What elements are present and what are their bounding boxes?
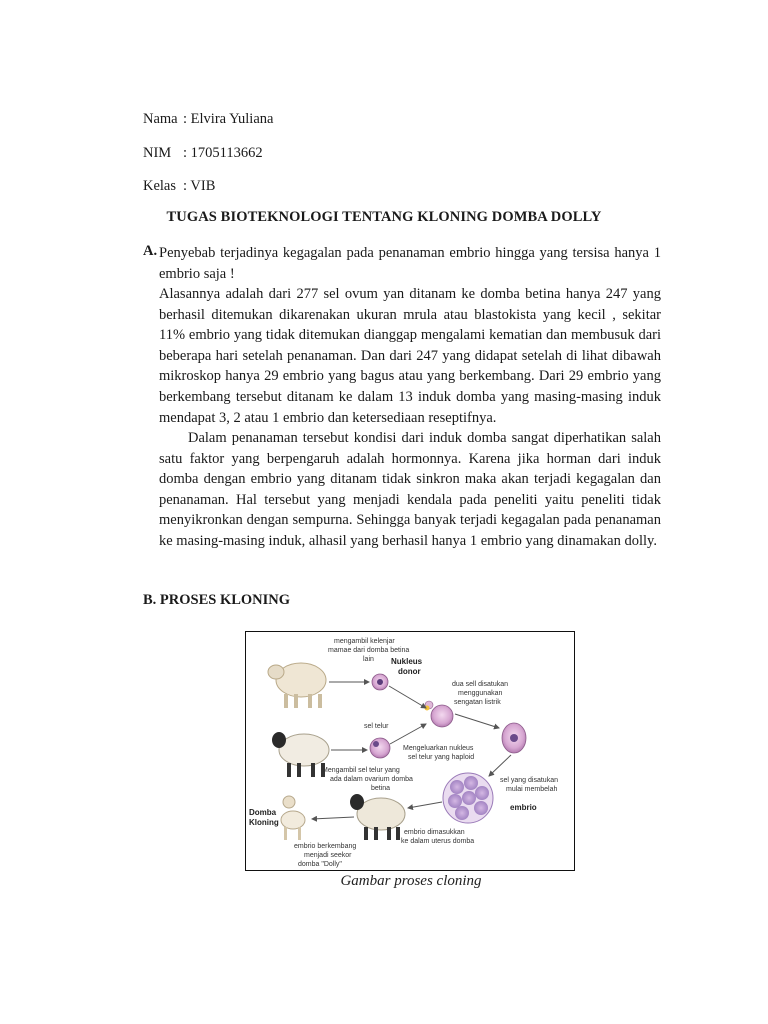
dolly-lamb-icon [281,796,305,840]
label-fuse-3: sengatan listrik [454,699,501,706]
label-divide-1: sel yang disatukan [500,777,558,784]
label-dolly-3: domba "Dolly" [298,861,342,868]
label-take-2: ada dalam ovarium domba [330,776,413,783]
nim-value: : 1705113662 [183,145,263,161]
label-implant-2: ke dalam uterus domba [401,838,475,845]
label-implant-1: embrio dimasukkan [404,829,465,836]
cloning-process-figure [245,631,575,871]
nama-value: : Elvira Yuliana [183,111,274,127]
kelas-row [143,178,215,195]
section-a-question: Penyebab terjadinya kegagalan pada penanaman embrio hingga yang tersisa hanya 1 embrio saja ! [159,245,661,282]
black-faced-sheep-icon [272,732,329,777]
label-embrio: embrio [510,803,537,812]
kelas-label: Kelas [143,178,177,194]
nim-label: NIM [143,145,172,161]
egg-cell-icon [370,738,390,758]
label-take-1: Mengambil sel telur yang [322,767,400,774]
nama-row [143,111,273,128]
section-b-heading: B. PROSES KLONING [143,592,291,608]
label-divide-2: mulai membelah [506,786,558,793]
label-domba-1: Domba [249,808,277,817]
document-title: TUGAS BIOTEKNOLOGI TENTANG KLONING DOMBA DOLLY [166,209,602,225]
label-mammae-3: lain [363,656,374,663]
cloning-diagram [246,632,573,869]
label-fuse-1: dua sell disatukan [452,681,509,688]
label-domba-2: Kloning [249,818,279,827]
section-a-marker: A. [143,243,158,259]
fused-cell-icon [431,705,453,727]
section-a-answer-paragraph-2: Dalam penanaman tersebut kondisi dari induk domba sangat diperhatikan salah satu faktor yang berpengaruh adalah hormonnya. Karena jika horman dari induk domba dengan embrio yang ditanam tidak sinkron maka akan terjadi kegagalan dan penanaman. Hal tersebut yang menjadi kendala pada peneliti yaitu peneliti tidak menyikronkan dengan sempurna. Sehingga banyak terjadi kegagalan pada penanaman ke masing-masing induk, alhasil yang berhasil hanya 1 embrio yang dinamakan dolly. [159,430,661,549]
label-sel-telur: sel telur [364,723,389,730]
label-nukleus-2: donor [398,667,421,676]
label-mammae-1: mengambil kelenjar [334,638,395,645]
label-dolly-2: menjadi seekor [304,852,352,859]
figure-caption: Gambar proses cloning [340,873,482,889]
label-dolly-1: embrio berkembang [294,843,357,850]
white-sheep-icon [268,663,326,708]
nim-row [143,145,263,162]
embryo-cluster-icon [443,773,493,823]
surrogate-sheep-icon [350,794,405,840]
label-remove-1: Mengeluarkan nukleus [403,745,474,752]
label-take-3: betina [371,785,391,792]
label-mammae-2: mamae dari domba betina [328,647,410,654]
kelas-value: : VIB [183,178,216,194]
nama-label: Nama [143,111,178,127]
label-remove-2: sel telur yang haploid [408,754,475,761]
label-nukleus-1: Nukleus [391,657,423,666]
section-a-answer-paragraph-1: Alasannya adalah dari 277 sel ovum yan ditanam ke domba betina hanya 247 yang berhasil ditemukan dikarenakan ukuran mrula atau blastokista yang kecil , sekitar 11% embrio yang tidak ditemukan dianggap mengalami kematian dan membusuk dari beberapa hari setelah penanaman. Dan dari 247 yang didapat setelah di lihat dibawah mikroskop hanya 29 embrio yang bagus atau yang berkembang. Dari 29 embrio yang berkembang tersebut ditanam ke dalam 13 induk domba yang masing-masing induk mendapat 3, 2 atau 1 embrio dan ketersediaan reseptifnya. [159,286,661,426]
label-fuse-2: menggunakan [458,690,503,697]
